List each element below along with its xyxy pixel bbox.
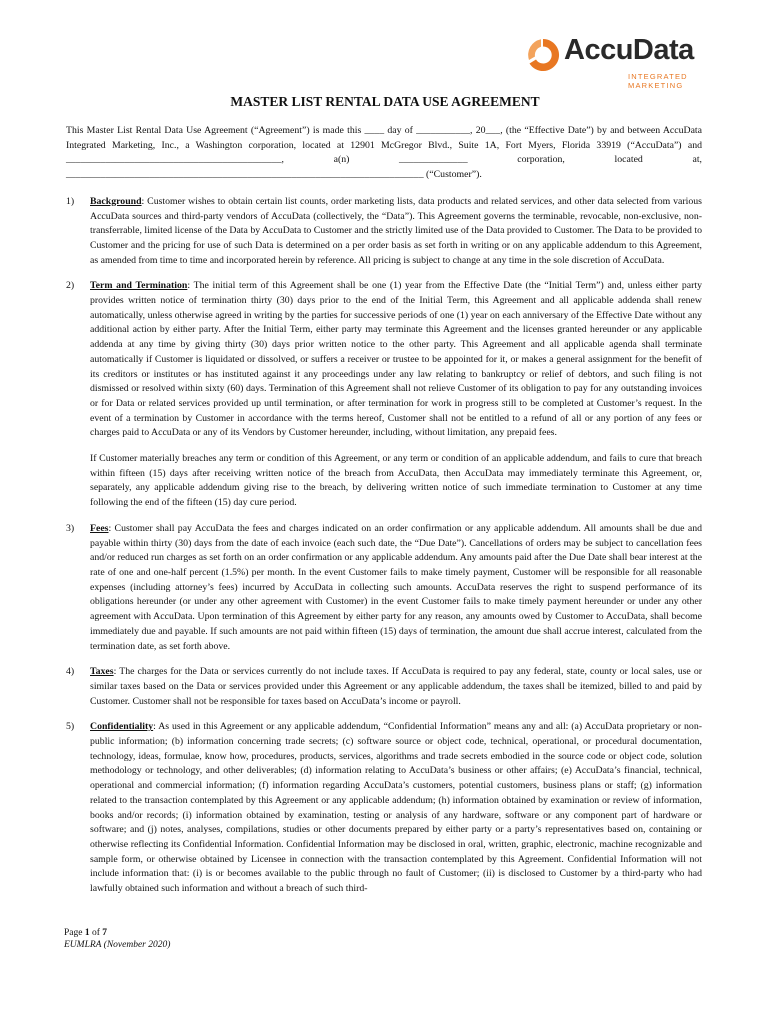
logo-name: AccuData [564, 34, 694, 66]
section-fees [66, 522, 702, 654]
section-number: 4) [66, 666, 75, 678]
page-current: 1 [84, 928, 90, 938]
accudata-logo [524, 34, 714, 90]
section-heading: Fees [90, 522, 109, 534]
section-taxes [66, 665, 702, 709]
section-heading: Confidentiality [90, 721, 154, 733]
accudata-logo-mark-icon [524, 36, 562, 74]
section-term-and-termination [66, 279, 702, 511]
logo-tagline: INTEGRATED MARKETING [628, 72, 688, 90]
intro-paragraph: This Master List Rental Data Use Agreement (“Agreement”) is made this ____ day of ___________, 20___, (the “Effective Date”) by and between AccuData Integrated Marketing, Inc., a Washington corporation, located at 12901 McGregor Blvd., Suite 1A, Fort Myers, Florida 33919 (“AccuData”) and ____________________________________________, a(n) ______________ corporation, located at, _________________________________________________________________________ (“Customer”). [66, 125, 702, 181]
section-number: 3) [66, 522, 75, 534]
section-text: : Customer wishes to obtain certain list counts, order marketing lists, data products and related services, and other data selected from various AccuData sources and third-party vendors of AccuData (collectively, the “Data”). This Agreement governs the terminable, revocable, non-exclusive, non-transferrable, limited license of the Data by AccuData to Customer and the strictly limited use of the Data provided to Customer. The Data to be provided to Customer and the pricing for use of such Data is determined on a per order basis as set forth in writing or on any applicable addendum to this Agreement, as amended from time to time and incorporated herein by reference. All pricing is subject to change at any time in the sole discretion of AccuData. [90, 195, 702, 266]
section-number: 1) [66, 195, 75, 207]
section-text: If Customer materially breaches any term or condition of this Agreement, or any term or condition of an applicable addendum, and fails to cure that breach within fifteen (15) days after receiving written notice of the breach from AccuData, then AccuData may immediately terminate this Agreement, or, separately, any applicable addendum giving rise to the breach, by delivering written notice of such immediate termination to Customer at any time following the end of the fifteen (15) day cure period. [90, 453, 702, 509]
section-text: : As used in this Agreement or any applicable addendum, “Confidential Information” means any and all: (a) AccuData proprietary or non-public information; (b) information concerning trade secrets; (c) software source or object code, technical, operational, or procedural documentation, technology, ideas, formulae, know how, procedures, products, services, algorithms and trade secrets embodied in the source code or object code, solution methodology or technology, and other deliverables; (d) information relating to AccuData’s business or other affairs; (e) AccuData’s financial, technical, operational and commercial information; (f) information regarding AccuData’s customers, potential customers, business plans or staff; (g) information related to the transaction contemplated by this Agreement or any applicable addendum; (h) information obtained by examination or review of information, books and/or records; (i) information obtained by examination, testing or analysis of any hardware, software or any component part of hardware or software; and (j) notes, analyses, compilations, studies or other documents prepared by either party or a party’s representatives based on, containing or otherwise reflecting its Confidential Information. Confidential Information may be disclosed in oral, written, graphic, electronic, machine recognizable and sample form, or otherwise obtained by Licensee in connection with the transaction contemplated by this Agreement. Confidential Information will not include information that: (i) is or becomes available to the public through no fault of Customer; (ii) is disclosed to Customer by a third-party who had lawfully obtained such information and without a breach of such third- [90, 721, 702, 895]
section-confidentiality [66, 720, 702, 896]
page-number [64, 927, 170, 939]
section-heading: Term and Termination [90, 280, 188, 292]
page-footer [64, 927, 170, 951]
document-body [66, 124, 702, 908]
page-separator: of [89, 928, 103, 938]
section-text: : Customer shall pay AccuData the fees and charges indicated on an order confirmation or any applicable addendum. All amounts shall be due and payable within thirty (30) days from the date of each invoice (each such date, the “Due Date”). Cancellations of orders may be subject to cancellation fees and/or reduced run charges as set forth on an order confirmation or any applicable addendum. Any amounts paid after the Due Date shall bear interest at the rate of one and one-half percent (1.5%) per month. In the event Customer fails to make timely payment, Customer will be responsible for all reasonable expenses (including attorney’s fees) incurred by AccuData in collecting such amounts. AccuData reserves the right to suspend performance of its obligations hereunder (or under any other agreement with Customer) in the event Customer fails to make timely payment hereunder or under any other agreement with AccuData. Upon termination of this Agreement by either party for any reason, any amounts owed by Customer to AccuData, shall become immediately due and payable. If such amounts are not paid within fifteen (15) days of termination, the amount due shall accrue interest, calculated from the termination date, as set forth above. [90, 522, 702, 652]
section-number: 2) [66, 280, 75, 292]
page-total: 7 [102, 928, 108, 938]
document-code: EUMLRA (November 2020) [64, 940, 171, 950]
section-text: : The charges for the Data or services currently do not include taxes. If AccuData is required to pay any federal, state, county or local sales, use or similar taxes based on the Data or services provided under this Agreement or any applicable addendum, the taxes shall be itemized, billed to and paid by Customer. Customer shall not be responsible for taxes based on AccuData’s income or payroll. [90, 666, 702, 707]
section-number: 5) [66, 721, 75, 733]
section-text: : The initial term of this Agreement shall be one (1) year from the Effective Date (the “Initial Term”) and, unless either party provides written notice of termination thirty (30) days prior to the end of the Initial Term, this Agreement and all applicable addenda shall renew automatically, unless otherwise agreed in writing by the parties for successive periods of one (1) year on each anniversary of the Effective Date without any additional action by either party. After the Initial Term, either party may terminate this Agreement and the licenses granted hereunder or any applicable addenda at any time by giving thirty (30) days prior written notice to the other party. This Agreement and all applicable agenda shall terminate automatically if Customer is liquidated or dissolved, or suffers a receiver or trustee to be appointed for it, or makes a general assignment for the benefit of its creditors or institutes or has instituted against it any proceedings under any law relating to bankruptcy or relief of debtors, and such filing is not dismissed or resolved within sixty (60) days. Termination of this Agreement shall not relieve Customer of its obligation to pay for any outstanding invoices or for Data or related services provided up until termination, or after termination for work in progress still to be completed at Customer’s request. In the event of a termination by Customer in accordance with the terms hereof, Customer shall not be entitled to a refund of all or any portion of any fees or charges paid to AccuData or any of its Vendors by Customer hereunder, including, without limitation, any prepaid fees. [90, 280, 702, 439]
document-title: MASTER LIST RENTAL DATA USE AGREEMENT [230, 94, 540, 109]
section-heading: Taxes [90, 666, 114, 678]
section-heading: Background [90, 195, 142, 207]
section-background [66, 195, 702, 269]
page-label: Page [64, 928, 85, 938]
